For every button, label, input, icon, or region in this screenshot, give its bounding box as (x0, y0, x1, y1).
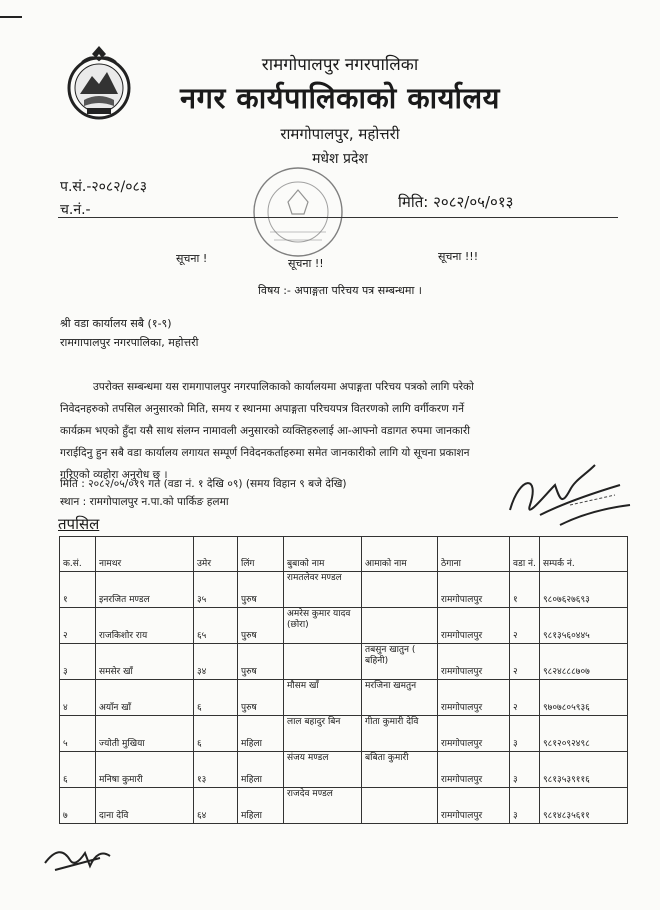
cell-address: रामगोपालपुर (438, 608, 510, 644)
officer-signature-icon (500, 455, 640, 535)
applicant-table (59, 536, 628, 824)
cell-mother (362, 608, 438, 644)
table-row (60, 644, 628, 680)
header-gender: लिंग (238, 537, 284, 572)
cell-father: रामतलेवर मण्डल (284, 572, 362, 608)
cell-father: संजय मण्डल (284, 752, 362, 788)
cell-contact: ९८१३५६०४४५ (540, 608, 628, 644)
schedule-date: मिति : २०८२/०५/०१९ गते (वडा नं. १ देखि ०९) (समय विहान ९ बजे देखि) (60, 478, 347, 490)
cell-address: रामगोपालपुर (438, 716, 510, 752)
cell-name: राजकिशोर राय (96, 608, 194, 644)
notice-label-3: सूचना !!! (438, 250, 479, 263)
office-stamp-icon (248, 162, 348, 262)
table-row (60, 716, 628, 752)
cell-father: राजदेव मण्डल (284, 788, 362, 824)
cell-mother (362, 788, 438, 824)
cell-father: लाल बहादुर बिन (284, 716, 362, 752)
recipient-line-2: रामगापालपुर नगरपालिका, महोत्तरी (60, 336, 199, 349)
initials-signature-icon (40, 838, 120, 878)
cell-address: रामगोपालपुर (438, 752, 510, 788)
table-row (60, 572, 628, 608)
letter-date: मिति: २०८२/०५/०१३ (398, 193, 514, 211)
cell-age: १३ (194, 752, 238, 788)
office-title: नगर कार्यपालिकाको कार्यालय (180, 81, 500, 115)
recipient-line-1: श्री वडा कार्यालय सबै (१-९) (60, 317, 172, 330)
subject-line: विषय :- अपाङ्गता परिचय पत्र सम्बन्धमा । (258, 284, 422, 297)
cell-mother: तबसुन खातुन ( बहिनी) (362, 644, 438, 680)
cell-gender: पुरुष (238, 608, 284, 644)
cell-age: ६४ (194, 788, 238, 824)
cell-father (284, 644, 362, 680)
cell-contact: ९८२४८८८७०७ (540, 644, 628, 680)
schedule-place: स्थान : रामगोपालपुर न.पा.को पार्किङ हलमा (60, 496, 229, 508)
cell-gender: पुरुष (238, 680, 284, 716)
cell-serial: ५ (60, 716, 96, 752)
header-name: नामथर (96, 537, 194, 572)
table-row (60, 788, 628, 824)
corner-mark (0, 16, 22, 18)
cell-father: मौसम खाँ (284, 680, 362, 716)
cell-name: इनरजित मण्डल (96, 572, 194, 608)
province-name: मधेश प्रदेश (312, 151, 368, 167)
cell-age: ३५ (194, 572, 238, 608)
cell-name: अयाँन खाँ (96, 680, 194, 716)
cell-gender: महिला (238, 752, 284, 788)
cell-serial: ६ (60, 752, 96, 788)
cell-mother (362, 572, 438, 608)
letter-number: प.सं.-२०८२/०८३ (60, 179, 148, 195)
body-line-1: उपरोक्त सम्बन्धमा यस रामगापालपुर नगरपालिकाको कार्यालयमा अपाङ्गता परिचय पत्रको लागि परेको (93, 381, 474, 393)
cell-ward: ३ (510, 752, 540, 788)
table-row (60, 608, 628, 644)
body-line-3: कार्यक्रम भएको हुँदा यसै साथ संलग्न नामावली अनुसारको व्यक्तिहरुलाई आ-आफ्नो वडागत रुपमा जानकारी (60, 425, 470, 437)
table-row (60, 680, 628, 716)
office-address: रामगोपालपुर, महोत्तरी (280, 125, 400, 143)
cell-gender: पुरुष (238, 644, 284, 680)
body-line-4: गराईदिनु हुन सबै वडा कार्यालय लगायत सम्पूर्ण निवेदनकर्ताहरुमा समेत जानकारीको लागि यो सूचना प्रकाशन (60, 447, 470, 459)
header-address: ठेगाना (438, 537, 510, 572)
cell-serial: ७ (60, 788, 96, 824)
cell-address: रामगोपालपुर (438, 572, 510, 608)
cell-address: रामगोपालपुर (438, 680, 510, 716)
cell-mother: गीता कुमारी देवि (362, 716, 438, 752)
notice-label-2: सूचना !! (288, 257, 324, 270)
cell-age: ६ (194, 680, 238, 716)
cell-age: ६५ (194, 608, 238, 644)
cell-name: ज्योती मुखिया (96, 716, 194, 752)
notice-label-1: सूचना ! (176, 252, 208, 265)
cell-ward: ३ (510, 788, 540, 824)
header-mother: आमाको नाम (362, 537, 438, 572)
cell-address: रामगोपालपुर (438, 788, 510, 824)
cell-serial: ३ (60, 644, 96, 680)
tapsil-heading: तपसिल (58, 515, 100, 533)
table-header-row (60, 537, 628, 572)
cell-contact: ९८०७६२७६९३ (540, 572, 628, 608)
header-father: बुबाको नाम (284, 537, 362, 572)
cell-contact: ९८१४८३५६११ (540, 788, 628, 824)
header-ward: वडा नं. (510, 537, 540, 572)
table-row (60, 752, 628, 788)
header-rule (58, 217, 618, 218)
cell-serial: २ (60, 608, 96, 644)
cell-ward: २ (510, 608, 540, 644)
cell-serial: १ (60, 572, 96, 608)
cell-gender: महिला (238, 788, 284, 824)
header-contact: सम्पर्क नं. (540, 537, 628, 572)
cell-gender: पुरुष (238, 572, 284, 608)
cell-mother: बबिता कुमारी (362, 752, 438, 788)
cell-contact: ९८१३५३९११६ (540, 752, 628, 788)
cell-father: अमरेस कुमार यादव (छोरा) (284, 608, 362, 644)
cell-ward: ३ (510, 716, 540, 752)
dispatch-number: च.नं.- (60, 202, 91, 218)
cell-age: ६ (194, 716, 238, 752)
header-serial: क.सं. (60, 537, 96, 572)
municipality-name: रामगोपालपुर नगरपालिका (261, 55, 419, 75)
cell-contact: ९७०७८०५९३६ (540, 680, 628, 716)
cell-name: समसेर खाँ (96, 644, 194, 680)
cell-serial: ४ (60, 680, 96, 716)
cell-name: मनिषा कुमारी (96, 752, 194, 788)
cell-ward: २ (510, 680, 540, 716)
cell-contact: ९८१२०९२४९८ (540, 716, 628, 752)
cell-ward: १ (510, 572, 540, 608)
header-age: उमेर (194, 537, 238, 572)
cell-gender: महिला (238, 716, 284, 752)
cell-name: दाना देवि (96, 788, 194, 824)
cell-age: ३४ (194, 644, 238, 680)
cell-mother: मरजिना खमतुन (362, 680, 438, 716)
body-line-5: गरिएको व्यहोरा अनुरोध छ । (60, 469, 168, 481)
cell-ward: २ (510, 644, 540, 680)
cell-address: रामगोपालपुर (438, 644, 510, 680)
body-line-2: निवेदनहरुको तपसिल अनुसारको मिति, समय र स्थानमा अपाङ्गता परिचयपत्र वितरणको लागि वर्गीकरण गर्ने (60, 403, 465, 415)
